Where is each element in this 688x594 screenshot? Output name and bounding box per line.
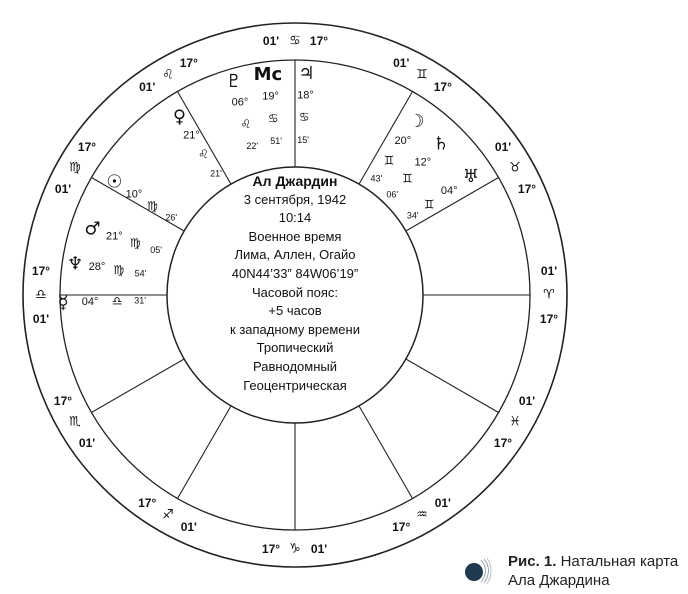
- cusp-minutes: 01': [54, 181, 72, 196]
- planet-degree: 20°: [394, 135, 412, 147]
- cusp-degree: 17°: [539, 312, 559, 326]
- cusp-label: [392, 496, 451, 534]
- cusp-minutes: 01': [180, 520, 197, 534]
- planet-minutes: 31': [134, 295, 146, 306]
- cusp-sign-icon: ♒: [416, 507, 428, 523]
- cusp-minutes: 01': [32, 312, 50, 326]
- cusp-label: [55, 140, 96, 196]
- time-type: Военное время: [248, 228, 342, 244]
- cusp-minutes: 01': [310, 542, 328, 556]
- cusp-label: [32, 264, 50, 326]
- planet-degree: 21°: [183, 129, 200, 142]
- planet-minutes: 06': [386, 189, 399, 200]
- planet-entry: [254, 64, 283, 146]
- planet-entry: [407, 166, 479, 221]
- cusp-label: [494, 394, 535, 450]
- planet-sign-icon: ♋: [298, 110, 310, 125]
- figure-caption: [458, 548, 686, 592]
- planet-minutes: 34': [406, 210, 419, 221]
- cusp-minutes: 01': [540, 264, 558, 278]
- caption-line1: Натальная карта: [560, 553, 679, 570]
- cusp-minutes: 01': [139, 80, 156, 94]
- cusp-label: [262, 542, 327, 557]
- planet-sign-icon: ♊: [383, 153, 395, 168]
- cusp-sign-icon: ♐: [162, 507, 174, 523]
- cusp-line: [178, 406, 232, 499]
- planet-sign-icon: ♊: [423, 197, 435, 212]
- cusp-label: [138, 496, 197, 534]
- planet-entry: [297, 63, 314, 145]
- timezone-desc: к западному времени: [230, 321, 360, 337]
- birth-place: Лима, Аллен, Огайо: [234, 247, 356, 263]
- person-name: Ал Джардин: [252, 173, 338, 189]
- planet-minutes: 51': [270, 136, 282, 147]
- planet-glyph-icon: ♃: [298, 62, 315, 84]
- cusp-degree: 17°: [309, 34, 329, 48]
- planet-entry: [84, 219, 162, 255]
- cusp-degree: 17°: [138, 496, 157, 510]
- cusp-sign-icon: ♈: [543, 287, 555, 303]
- cusp-degree: 17°: [261, 542, 281, 556]
- planet-sign-icon: ♌: [198, 147, 209, 162]
- planet-sign-icon: ♎: [111, 294, 123, 309]
- planet-sign-icon: ♍: [113, 263, 125, 278]
- planet-sign-icon: ♍: [129, 236, 141, 251]
- timezone-offset: +5 часов: [268, 303, 322, 319]
- birth-date: 3 сентября, 1942: [243, 191, 347, 207]
- planet-entry: [58, 293, 147, 314]
- planet-glyph-icon: Mc: [253, 64, 283, 86]
- cusp-label: [139, 56, 198, 94]
- cusp-minutes: 01': [262, 34, 280, 48]
- zodiac-type: Тропический: [256, 340, 334, 356]
- cusp-minutes: 01': [494, 140, 512, 155]
- cusp-sign-icon: ♉: [509, 160, 521, 176]
- planet-degree: 06°: [231, 96, 249, 109]
- caption-line2: Ала Джардина: [508, 572, 610, 589]
- planet-glyph-icon: ☽: [408, 110, 425, 132]
- planet-sign-icon: ♋: [267, 111, 279, 126]
- cusp-degree: 17°: [31, 264, 51, 278]
- cusp-sign-icon: ♏: [69, 414, 81, 430]
- planet-minutes: 05': [150, 244, 162, 255]
- cusp-label: [393, 56, 452, 94]
- cusp-sign-icon: ♎: [35, 287, 47, 303]
- cusp-degree: 17°: [392, 520, 411, 534]
- cusp-minutes: 01': [78, 435, 96, 450]
- cusp-label: [54, 394, 95, 450]
- planet-degree: 21°: [105, 230, 123, 243]
- planet-glyph-icon: ♅: [462, 166, 479, 187]
- cusp-line: [91, 359, 184, 413]
- perspective: Геоцентрическая: [243, 377, 347, 393]
- cusp-sign-icon: ♍: [69, 160, 81, 176]
- cusp-minutes: 01': [518, 394, 536, 409]
- planet-entry: [106, 172, 177, 223]
- planet-degree: 19°: [262, 90, 279, 103]
- cusp-minutes: 01': [434, 496, 451, 510]
- cusp-degree: 17°: [517, 181, 537, 196]
- chart-info: [210, 172, 380, 395]
- coordinates: 40N44’33” 84W06’19”: [231, 265, 359, 281]
- cusp-sign-icon: ♋: [289, 33, 301, 49]
- planet-glyph-icon: ♆: [67, 253, 84, 275]
- planet-minutes: 54': [134, 268, 147, 279]
- birth-time: 10:14: [278, 210, 312, 226]
- cusp-sign-icon: ♑: [289, 541, 301, 557]
- cusp-sign-icon: ♌: [162, 67, 174, 83]
- planet-degree: 10°: [125, 188, 143, 201]
- planet-glyph-icon: ♄: [432, 133, 449, 155]
- cusp-degree: 17°: [493, 435, 513, 450]
- planet-sign-icon: ♍: [147, 199, 158, 213]
- cusp-degree: 17°: [179, 56, 198, 70]
- cusp-line: [359, 406, 413, 499]
- cusp-degree: 17°: [53, 394, 73, 409]
- publisher-logo-icon: [462, 556, 492, 586]
- planet-entry: [67, 254, 147, 279]
- timezone-label: Часовой пояс:: [251, 284, 339, 300]
- planet-minutes: 43': [370, 173, 383, 184]
- cusp-label: [495, 140, 536, 196]
- planet-glyph-icon: ♀: [172, 106, 187, 128]
- planet-degree: 28°: [88, 261, 106, 274]
- house-system: Равнодомный: [252, 358, 338, 374]
- planet-degree: 18°: [297, 89, 314, 102]
- cusp-minutes: 01': [393, 56, 410, 70]
- cusp-label: [263, 34, 328, 49]
- caption-label: Рис. 1.: [508, 553, 557, 570]
- planet-degree: 04°: [81, 296, 99, 309]
- cusp-label: [540, 264, 558, 326]
- planet-minutes: 26': [165, 212, 178, 223]
- planet-minutes: 15': [297, 135, 309, 146]
- planet-minutes: 22': [246, 141, 259, 151]
- cusp-degree: 17°: [77, 140, 97, 155]
- cusp-line: [406, 359, 499, 413]
- planet-degree: 12°: [414, 156, 432, 169]
- planet-glyph-icon: ♇: [225, 71, 242, 93]
- planet-glyph-icon: ☉: [106, 171, 123, 193]
- planet-glyph-icon: ♂: [84, 218, 101, 240]
- planet-degree: 04°: [440, 185, 458, 197]
- cusp-sign-icon: ♓: [509, 414, 521, 430]
- cusp-degree: 17°: [433, 80, 452, 94]
- planet-glyph-icon: ☿: [57, 292, 69, 314]
- planet-sign-icon: ♊: [402, 171, 413, 186]
- planet-minutes: 21': [210, 168, 222, 179]
- cusp-sign-icon: ♊: [416, 67, 428, 83]
- planet-entry: [173, 107, 222, 179]
- planet-sign-icon: ♌: [240, 116, 252, 131]
